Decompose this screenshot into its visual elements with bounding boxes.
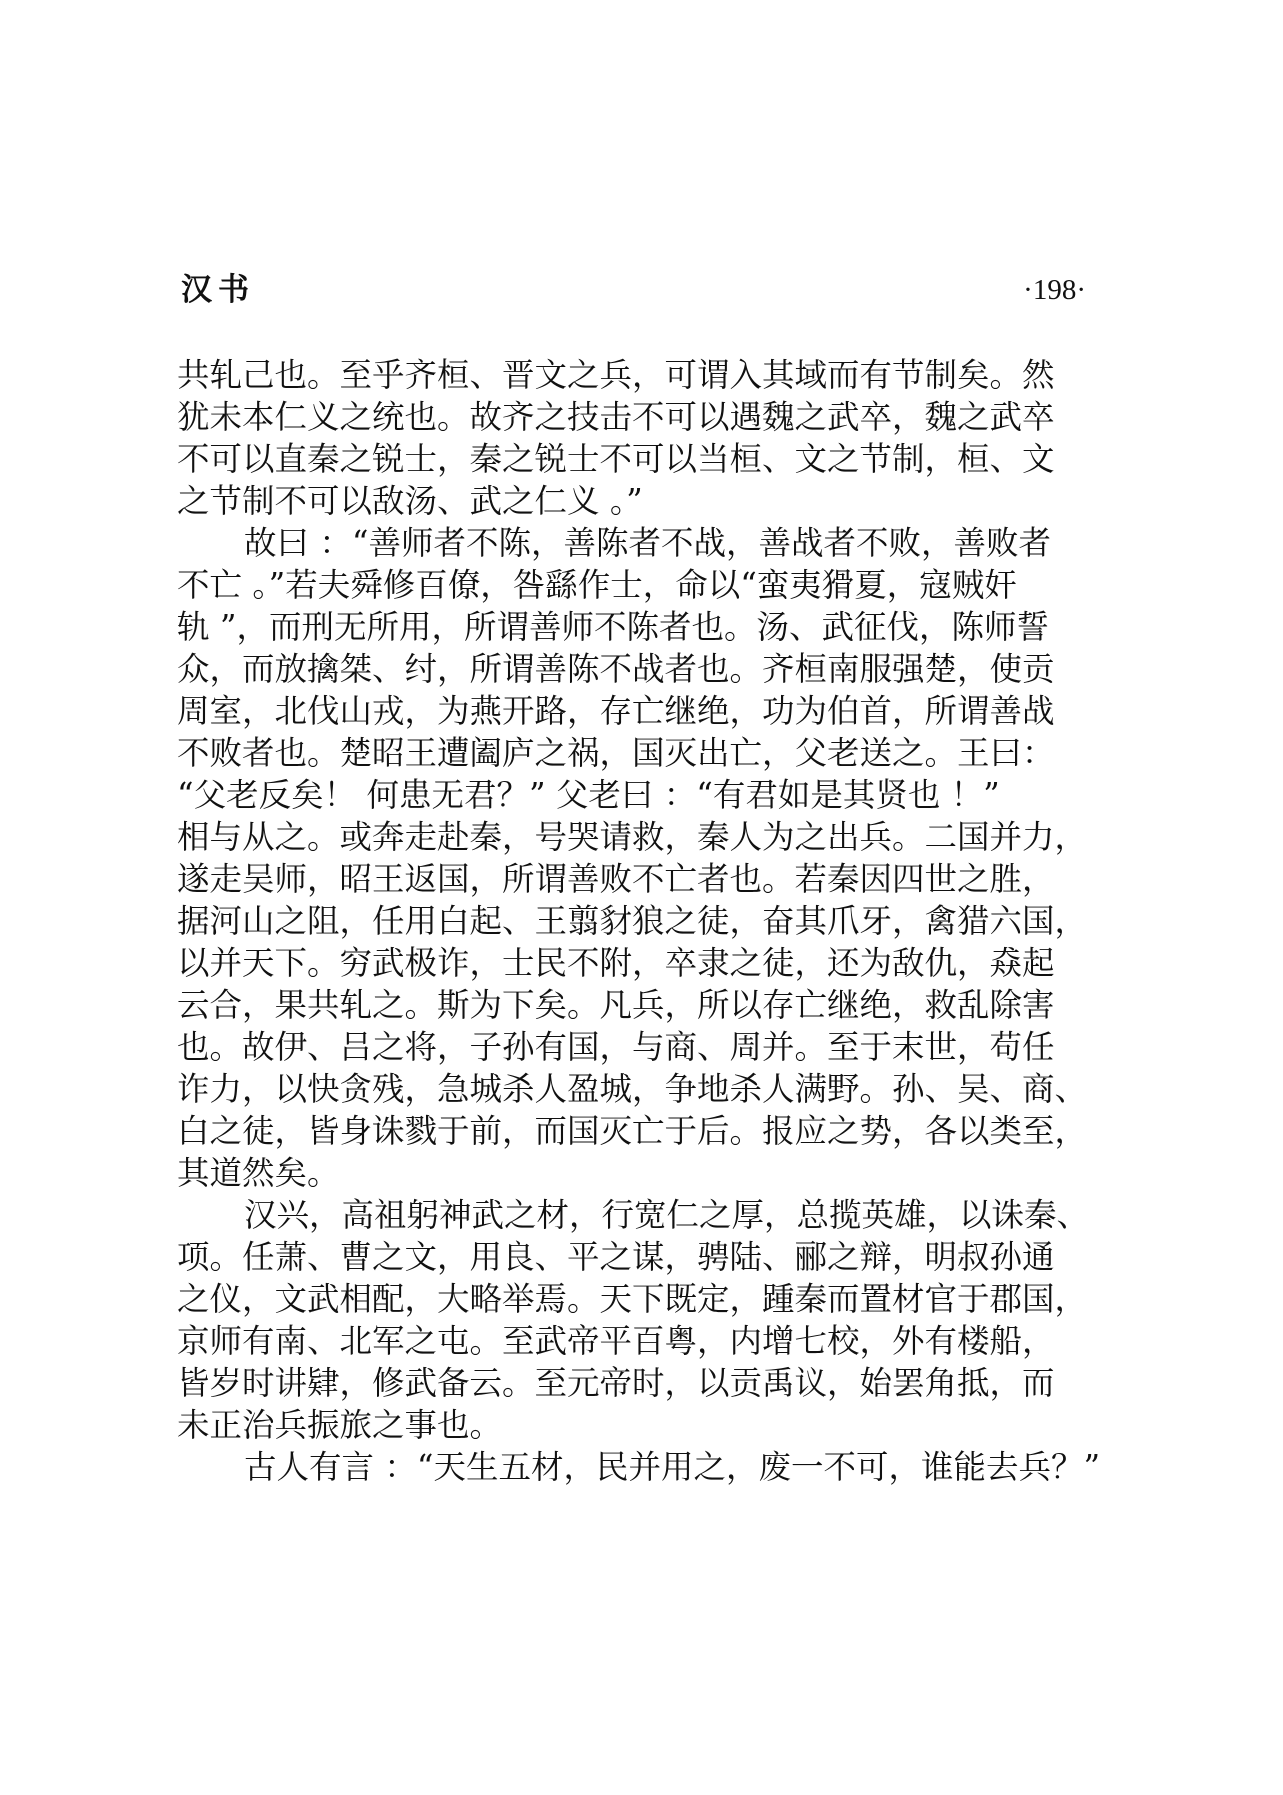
text-line: 相与从之。或奔走赴秦，号哭请救，秦人为之出兵。二国并力， <box>177 818 1088 856</box>
text-line: 其道然矣。 <box>177 1154 340 1192</box>
text-line: 也。故伊、吕之将，子孙有国，与商、周并。至于末世，苟任 <box>177 1028 1055 1066</box>
body-text <box>177 354 1101 1488</box>
text-line: 不可以直秦之锐士，秦之锐士不可以当桓、文之节制，桓、文 <box>177 440 1055 478</box>
text-line: 未正治兵振旅之事也。 <box>177 1406 503 1444</box>
book-title: 汉书 <box>181 272 255 308</box>
text-line: “父老反矣！ 何患无君？” 父老曰 ：“有君如是其贤也 ！” <box>177 776 1000 814</box>
text-line: 古人有言 ：“天生五材，民并用之，废一不可，谁能去兵？” <box>244 1448 1101 1486</box>
text-line: 云合，果共轧之。斯为下矣。凡兵，所以存亡继绝，救乱除害 <box>177 986 1055 1024</box>
text-line: 犹未本仁义之统也。故齐之技击不可以遇魏之武卒，魏之武卒 <box>177 398 1055 436</box>
text-line: 之仪，文武相配，大略举焉。天下既定，踵秦而置材官于郡国， <box>177 1280 1088 1318</box>
text-line: 轨 ”，而刑无所用，所谓善师不陈者也。汤、武征伐，陈师誓 <box>177 608 1049 646</box>
text-line: 共轧己也。至乎齐桓、晋文之兵，可谓入其域而有节制矣。然 <box>177 356 1055 394</box>
text-line: 不亡 。”若夫舜修百僚，咎繇作士，命以“蛮夷猾夏，寇贼奸 <box>177 566 1017 604</box>
text-line: 皆岁时讲肄，修武备云。至元帝时，以贡禹议，始罢角抵，而 <box>177 1364 1055 1402</box>
text-line: 故曰 ：“善师者不陈，善陈者不战，善战者不败，善败者 <box>244 524 1051 562</box>
running-head <box>181 270 1086 310</box>
text-line: 据河山之阻，任用白起、王翦豺狼之徒，奋其爪牙，禽猎六国， <box>177 902 1088 940</box>
text-line: 京师有南、北军之屯。至武帝平百粤，内增七校，外有楼船， <box>177 1322 1055 1360</box>
text-line: 遂走吴师，昭王返国，所谓善败不亡者也。若秦因四世之胜， <box>177 860 1055 898</box>
text-line: 诈力，以快贪残，急城杀人盈城，争地杀人满野。孙、吴、商、 <box>177 1070 1088 1108</box>
text-line: 周室，北伐山戎，为燕开路，存亡继绝，功为伯首，所谓善战 <box>177 692 1055 730</box>
text-line: 白之徒，皆身诛戮于前，而国灭亡于后。报应之势，各以类至， <box>177 1112 1088 1150</box>
text-line: 以并天下。穷武极诈，士民不附，卒隶之徒，还为敌仇，猋起 <box>177 944 1055 982</box>
text-line: 众，而放擒桀、纣，所谓善陈不战者也。齐桓南服强楚，使贡 <box>177 650 1055 688</box>
text-line: 项。任萧、曹之文，用良、平之谋，骋陆、郦之辩，明叔孙通 <box>177 1238 1055 1276</box>
text-line: 汉兴，高祖躬神武之材，行宽仁之厚，总揽英雄，以诛秦、 <box>244 1196 1090 1234</box>
text-line: 之节制不可以敌汤、武之仁义 。” <box>177 482 643 520</box>
text-line: 不败者也。楚昭王遭阖庐之祸，国灭出亡，父老送之。王曰： <box>177 734 1055 772</box>
page-number: ·198· <box>1023 274 1086 306</box>
